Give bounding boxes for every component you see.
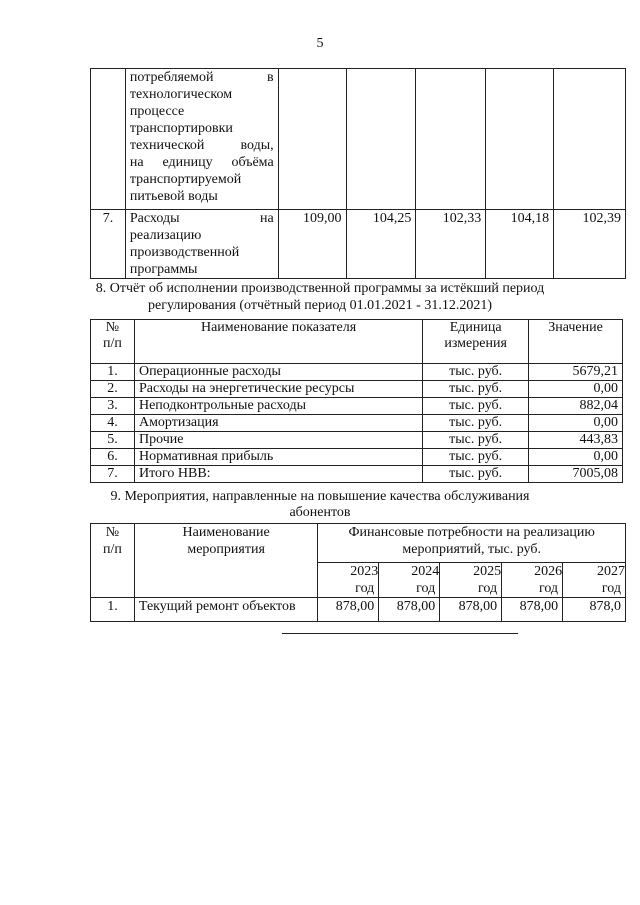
value-cell: 878,00 bbox=[379, 598, 440, 622]
table-row bbox=[91, 432, 623, 449]
row-number-cell: 2. bbox=[91, 381, 135, 398]
value-cell: 5679,21 bbox=[529, 364, 623, 381]
text-line: потребляемой в bbox=[129, 70, 274, 85]
indicator-name-cell bbox=[125, 210, 278, 279]
indicator-name-cell: Неподконтрольные расходы bbox=[134, 398, 422, 415]
value-cell: 878,00 bbox=[318, 598, 379, 622]
title-line: абонентов bbox=[289, 505, 351, 520]
value-cell bbox=[278, 69, 346, 210]
value-cell: 0,00 bbox=[529, 381, 623, 398]
header-year: 2024 год bbox=[379, 563, 440, 598]
indicator-name-cell: Расходы на энергетические ресурсы bbox=[134, 381, 422, 398]
row-number-cell: 3. bbox=[91, 398, 135, 415]
section-9-title bbox=[0, 489, 640, 521]
header-finance: Финансовые потребности на реализацию мероприятий, тыс. руб. bbox=[318, 524, 626, 563]
unit-cell: тыс. руб. bbox=[423, 466, 529, 483]
row-number-cell: 7. bbox=[91, 210, 126, 279]
value-cell bbox=[346, 69, 416, 210]
row-number-cell: 5. bbox=[91, 432, 135, 449]
table-row bbox=[91, 381, 623, 398]
value-cell: 878,00 bbox=[502, 598, 563, 622]
title-line: 8. Отчёт об исполнении производственной программы за истёкший период bbox=[95, 281, 545, 296]
row-number-cell bbox=[91, 69, 126, 210]
value-cell: 878,00 bbox=[440, 598, 502, 622]
unit-cell: тыс. руб. bbox=[423, 449, 529, 466]
text-line: технической воды, bbox=[129, 138, 274, 153]
indicator-name-cell bbox=[125, 69, 278, 210]
value-cell: 0,00 bbox=[529, 415, 623, 432]
page-number: 5 bbox=[316, 36, 324, 51]
value-cell: 104,18 bbox=[486, 210, 554, 279]
text-line: реализацию bbox=[129, 228, 202, 243]
end-divider bbox=[282, 633, 518, 634]
measures-table bbox=[90, 523, 626, 622]
table-row bbox=[91, 364, 623, 381]
row-number-cell: 7. bbox=[91, 466, 135, 483]
value-cell bbox=[554, 69, 626, 210]
value-cell bbox=[486, 69, 554, 210]
header-name: Наименование мероприятия bbox=[134, 524, 317, 598]
indicator-name-cell: Нормативная прибыль bbox=[134, 449, 422, 466]
unit-cell: тыс. руб. bbox=[423, 415, 529, 432]
text-line: процессе bbox=[129, 104, 185, 119]
header-year: 2025 год bbox=[440, 563, 502, 598]
header-year: 2027 год bbox=[563, 563, 626, 598]
unit-cell: тыс. руб. bbox=[423, 381, 529, 398]
table-row bbox=[91, 598, 626, 622]
header-name: Наименование показателя bbox=[134, 320, 422, 364]
indicator-name-cell: Прочие bbox=[134, 432, 422, 449]
program-report-table bbox=[90, 319, 623, 483]
header-value: Значение bbox=[529, 320, 623, 364]
header-unit: Единица измерения bbox=[423, 320, 529, 364]
unit-cell: тыс. руб. bbox=[423, 364, 529, 381]
value-cell: 7005,08 bbox=[529, 466, 623, 483]
unit-cell: тыс. руб. bbox=[423, 432, 529, 449]
value-cell: 109,00 bbox=[278, 210, 346, 279]
value-cell: 104,25 bbox=[346, 210, 416, 279]
text-line: транспортировки bbox=[129, 121, 233, 136]
text-line: производственной bbox=[129, 245, 240, 260]
value-cell: 882,04 bbox=[529, 398, 623, 415]
value-cell: 878,0 bbox=[563, 598, 626, 622]
text-line: программы bbox=[129, 262, 198, 277]
text-line: технологическом bbox=[129, 87, 233, 102]
table-row bbox=[91, 415, 623, 432]
header-year: 2023 год bbox=[318, 563, 379, 598]
indicator-name-cell: Операционные расходы bbox=[134, 364, 422, 381]
value-cell: 0,00 bbox=[529, 449, 623, 466]
table-row bbox=[91, 69, 626, 210]
table-row bbox=[91, 466, 623, 483]
title-line: 9. Мероприятия, направленные на повышение качества обслуживания bbox=[110, 489, 530, 504]
table-header-row bbox=[91, 524, 626, 563]
header-num: № п/п bbox=[91, 524, 135, 598]
table-row bbox=[91, 210, 626, 279]
value-cell: 102,39 bbox=[554, 210, 626, 279]
header-year: 2026 год bbox=[502, 563, 563, 598]
measure-name-cell: Текущий ремонт объектов bbox=[134, 598, 317, 622]
header-num: № п/п bbox=[91, 320, 135, 364]
text-line: Расходы на bbox=[129, 211, 274, 226]
row-number-cell: 1. bbox=[91, 364, 135, 381]
text-line: транспортируемой bbox=[129, 172, 242, 187]
section-8-title bbox=[0, 280, 640, 314]
value-cell: 443,83 bbox=[529, 432, 623, 449]
unit-cell: тыс. руб. bbox=[423, 398, 529, 415]
title-line: регулирования (отчётный период 01.01.2021 - 31.12.2021) bbox=[148, 298, 492, 313]
row-number-cell: 1. bbox=[91, 598, 135, 622]
production-program-table bbox=[90, 68, 626, 279]
value-cell: 102,33 bbox=[416, 210, 486, 279]
indicator-name-cell: Итого НВВ: bbox=[134, 466, 422, 483]
value-cell bbox=[416, 69, 486, 210]
text-line: питьевой воды bbox=[129, 189, 218, 204]
table-header-row bbox=[91, 320, 623, 364]
table-row bbox=[91, 398, 623, 415]
table-row bbox=[91, 449, 623, 466]
row-number-cell: 6. bbox=[91, 449, 135, 466]
text-line: на единицу объёма bbox=[129, 155, 274, 170]
row-number-cell: 4. bbox=[91, 415, 135, 432]
indicator-name-cell: Амортизация bbox=[134, 415, 422, 432]
